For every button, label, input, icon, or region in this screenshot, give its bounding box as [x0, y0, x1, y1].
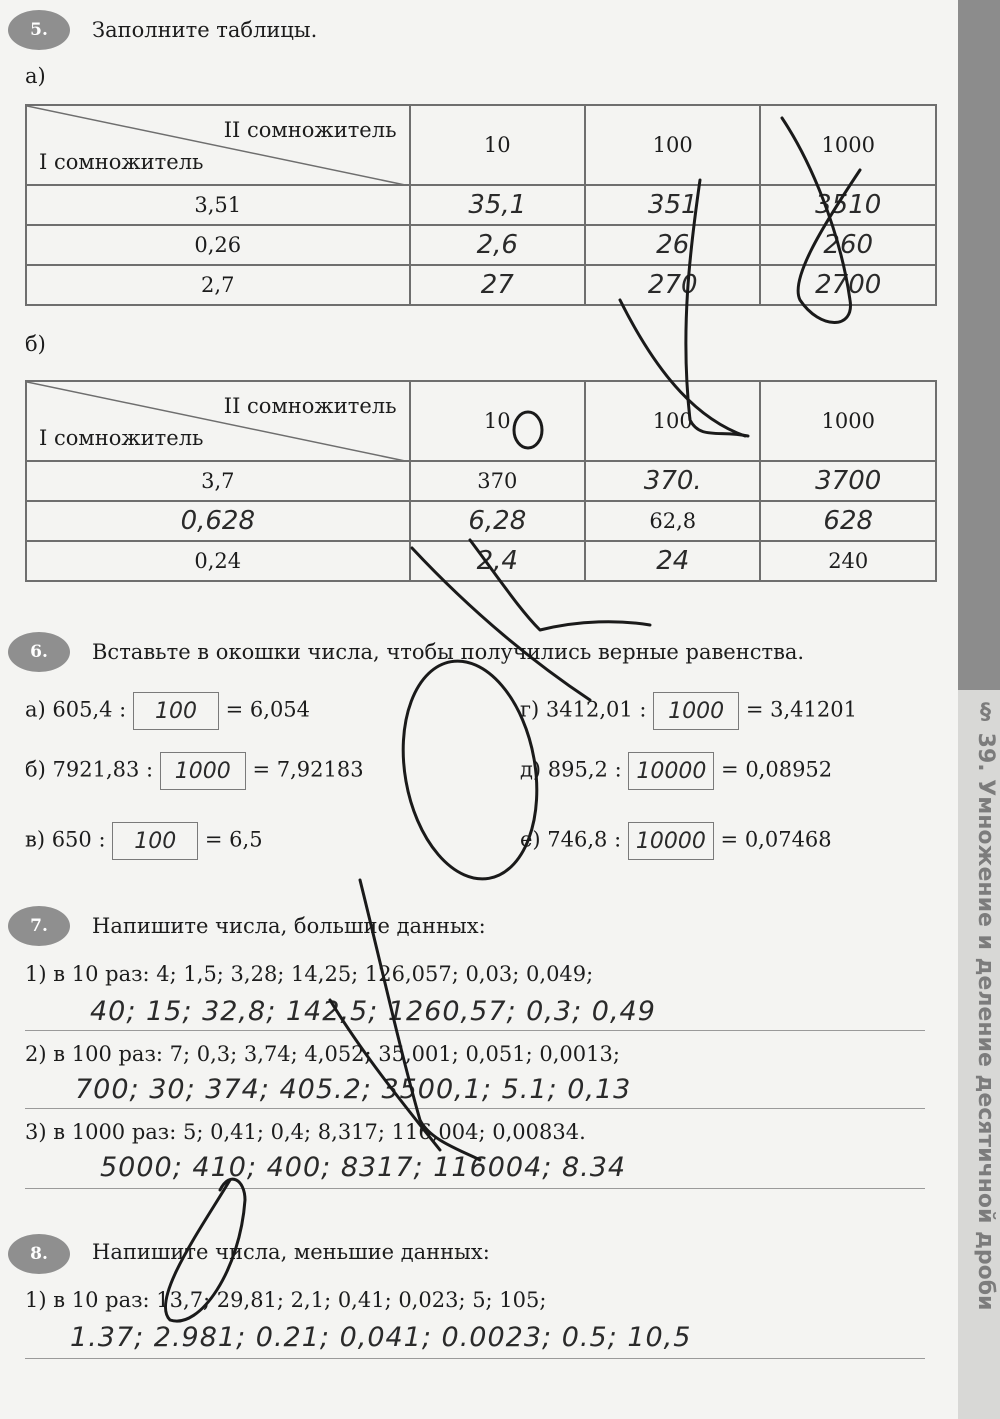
task5-badge: 5. — [8, 10, 70, 50]
answer-cell[interactable] — [410, 225, 585, 265]
task7-answer-3[interactable]: 5000; 410; 400; 8317; 116004; 8.34 — [100, 1152, 627, 1183]
equation-result: = 0,08952 — [721, 757, 833, 782]
answer-box[interactable] — [133, 692, 219, 730]
handwritten-answer: 2,4 — [476, 546, 518, 576]
header-second-factor: II сомножитель — [223, 118, 397, 142]
equation-a — [25, 692, 310, 730]
answer-cell[interactable] — [585, 541, 760, 581]
task7-badge: 7. — [8, 906, 70, 946]
table-a-corner-header — [26, 105, 410, 185]
answer-cell[interactable] — [410, 541, 585, 581]
equation-result: = 3,41201 — [745, 697, 857, 722]
task5-part-b-label: б) — [25, 332, 46, 356]
table-a-col-header: 100 — [585, 105, 760, 185]
handwritten-answer: 10000 — [635, 829, 706, 854]
equation-label: а) 605,4 : — [25, 697, 127, 722]
handwritten-answer: 10000 — [636, 759, 707, 784]
table-b-col-header: 10 — [410, 381, 585, 461]
answer-cell[interactable] — [760, 461, 936, 501]
handwritten-answer: 3700 — [815, 466, 882, 496]
header-second-factor: II сомножитель — [223, 394, 397, 418]
answer-cell: 240 — [760, 541, 936, 581]
handwritten-factor: 0,628 — [180, 506, 255, 536]
equation-g — [520, 692, 857, 730]
header-first-factor: I сомножитель — [39, 426, 204, 450]
handwritten-answer: 370. — [643, 466, 702, 496]
answer-cell[interactable] — [410, 185, 585, 225]
equation-label: б) 7921,83 : — [25, 757, 154, 782]
task8-title: Напишите числа, меньшие данных: — [92, 1240, 490, 1264]
task8-line-1: 1) в 10 раз: 13,7; 29,81; 2,1; 0,41; 0,023; 5; 105; — [25, 1288, 547, 1312]
equation-result: = 7,92183 — [252, 757, 364, 782]
answer-cell[interactable] — [585, 265, 760, 305]
answer-box[interactable] — [160, 752, 246, 790]
table-row — [26, 265, 936, 305]
answer-cell[interactable] — [410, 265, 585, 305]
handwritten-answer: 100 — [134, 829, 177, 854]
handwritten-answer: 1000 — [174, 759, 231, 784]
task5-part-a-label: а) — [25, 64, 46, 88]
row-factor: 0,24 — [26, 541, 410, 581]
handwritten-answer: 260 — [823, 230, 874, 260]
handwritten-answer: 2700 — [815, 270, 882, 300]
task7-line-3: 3) в 1000 раз: 5; 0,41; 0,4; 8,317; 116,004; 0,00834. — [25, 1120, 586, 1144]
equation-label: в) 650 : — [25, 827, 106, 852]
answer-cell[interactable] — [585, 225, 760, 265]
answer-box[interactable] — [628, 752, 714, 790]
handwritten-answer: 351 — [647, 190, 698, 220]
equation-e — [520, 822, 832, 860]
handwritten-answer: 6,28 — [468, 506, 527, 536]
table-a — [25, 104, 937, 306]
answer-cell[interactable] — [760, 225, 936, 265]
handwritten-answer: 100 — [154, 699, 197, 724]
answer-cell: 62,8 — [585, 501, 760, 541]
equation-label: д) 895,2 : — [520, 757, 622, 782]
equation-label: е) 746,8 : — [520, 827, 622, 852]
task7-line-1: 1) в 10 раз: 4; 1,5; 3,28; 14,25; 126,057; 0,03; 0,049; — [25, 962, 594, 986]
side-chapter-title: § 39. Умножение и деление десятичной дроби — [973, 700, 998, 1311]
handwritten-answer: 27 — [480, 270, 514, 300]
task6-badge: 6. — [8, 632, 70, 672]
task8-badge: 8. — [8, 1234, 70, 1274]
task5-title: Заполните таблицы. — [92, 18, 318, 42]
task7-answer-1[interactable]: 40; 15; 32,8; 142,5; 1260,57; 0,3; 0,49 — [90, 996, 656, 1027]
table-b-col-header: 1000 — [760, 381, 936, 461]
row-factor: 0,26 — [26, 225, 410, 265]
table-a-col-header: 1000 — [760, 105, 936, 185]
task7-title: Напишите числа, большие данных: — [92, 914, 486, 938]
handwritten-answer: 1000 — [668, 699, 725, 724]
answer-rule — [25, 1108, 925, 1109]
answer-cell[interactable] — [760, 265, 936, 305]
handwritten-answer: 2,6 — [476, 230, 518, 260]
task6-title: Вставьте в окошки числа, чтобы получились верные равенства. — [92, 640, 805, 664]
answer-rule — [25, 1030, 925, 1031]
table-a-col-header: 10 — [410, 105, 585, 185]
table-b-col-header: 100 — [585, 381, 760, 461]
handwritten-answer: 270 — [647, 270, 698, 300]
equation-result: = 0,07468 — [720, 827, 832, 852]
equation-v — [25, 822, 263, 860]
handwritten-answer: 35,1 — [468, 190, 527, 220]
table-b-corner-header — [26, 381, 410, 461]
table-row — [26, 185, 936, 225]
row-factor: 3,51 — [26, 185, 410, 225]
answer-cell[interactable] — [760, 501, 936, 541]
equation-result: = 6,5 — [204, 827, 263, 852]
answer-cell[interactable] — [585, 461, 760, 501]
handwritten-answer: 628 — [823, 506, 874, 536]
answer-box[interactable] — [112, 822, 198, 860]
row-factor[interactable] — [26, 501, 410, 541]
equation-b — [25, 752, 364, 790]
table-row — [26, 541, 936, 581]
table-row — [26, 461, 936, 501]
equation-result: = 6,054 — [225, 697, 311, 722]
answer-box[interactable] — [628, 822, 714, 860]
answer-box[interactable] — [653, 692, 739, 730]
table-b — [25, 380, 937, 582]
equation-d — [520, 752, 832, 790]
row-factor: 3,7 — [26, 461, 410, 501]
task7-answer-2[interactable]: 700; 30; 374; 405.2; 3500,1; 5.1; 0,13 — [75, 1074, 632, 1105]
answer-cell: 370 — [410, 461, 585, 501]
handwritten-answer: 26 — [656, 230, 690, 260]
equation-label: г) 3412,01 : — [520, 697, 647, 722]
header-first-factor: I сомножитель — [39, 150, 204, 174]
answer-cell[interactable] — [760, 185, 936, 225]
row-factor: 2,7 — [26, 265, 410, 305]
task8-answer-1[interactable]: 1.37; 2.981; 0.21; 0,041; 0.0023; 0.5; 10,5 — [70, 1322, 692, 1353]
table-row — [26, 501, 936, 541]
answer-cell[interactable] — [585, 185, 760, 225]
task7-line-2: 2) в 100 раз: 7; 0,3; 3,74; 4,052; 35,001; 0,051; 0,0013; — [25, 1042, 620, 1066]
table-row — [26, 225, 936, 265]
answer-rule — [25, 1358, 925, 1359]
answer-cell[interactable] — [410, 501, 585, 541]
handwritten-answer: 24 — [656, 546, 690, 576]
answer-rule — [25, 1188, 925, 1189]
handwritten-answer: 3510 — [815, 190, 882, 220]
